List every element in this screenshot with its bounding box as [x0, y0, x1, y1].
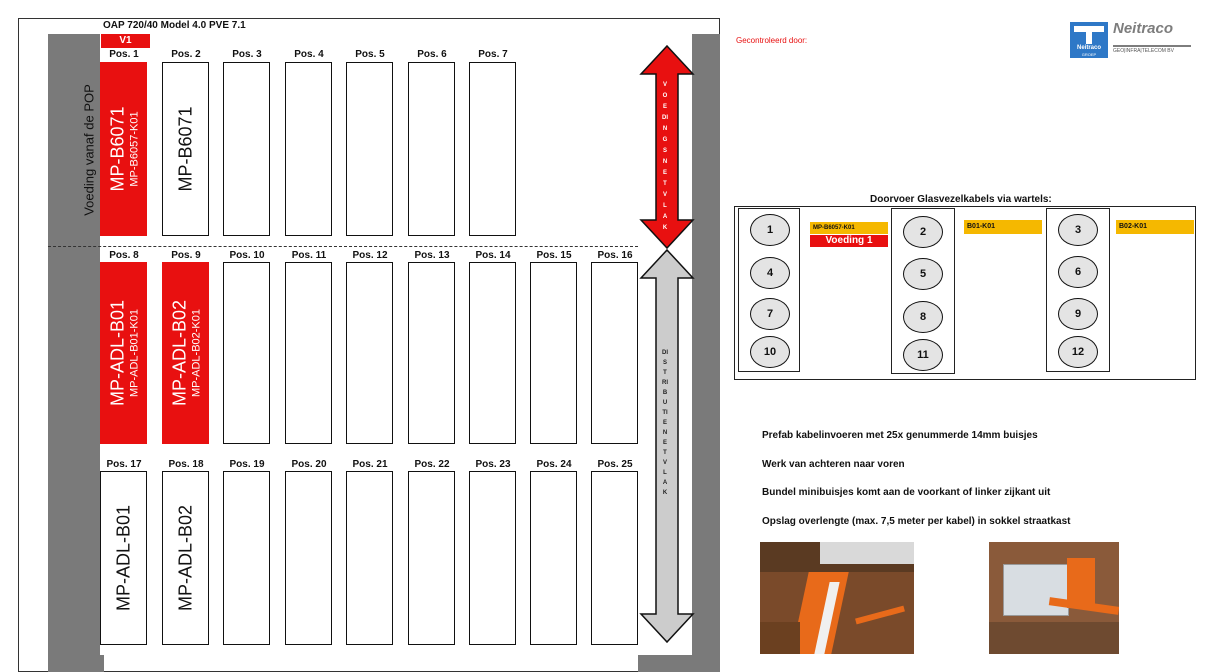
cable-tag-c3: B02-K01	[1116, 220, 1194, 234]
wartel-circle: 3	[1058, 214, 1098, 246]
photo-cabinet-base	[989, 542, 1119, 654]
position-label: Pos. 21	[352, 459, 388, 470]
logo-wordmark: Neitraco	[1113, 20, 1174, 37]
voedingsnetvlak-label: VOEDINGSNETVLAK	[662, 82, 668, 231]
slot-text	[107, 300, 140, 406]
frame-right-bar	[692, 34, 720, 672]
slot-empty	[591, 471, 638, 645]
zone-divider	[48, 246, 638, 247]
position-label: Pos. 23	[475, 459, 511, 470]
slot-text	[113, 505, 134, 611]
slot-pos17	[100, 471, 147, 645]
wartel-circle: 8	[903, 301, 943, 333]
slot-label-sub: MP-B6057-K01	[127, 111, 140, 187]
slot-empty	[285, 62, 332, 236]
position-label: Pos. 16	[597, 250, 633, 261]
slot-empty	[408, 262, 455, 444]
position-label: Pos. 10	[229, 250, 265, 261]
wartel-circle: 11	[903, 339, 943, 371]
slot-text	[175, 505, 196, 611]
position-label: Pos. 7	[478, 49, 508, 60]
position-label: Pos. 18	[168, 459, 204, 470]
voeding-tag: Voeding 1	[810, 235, 888, 247]
slot-text	[169, 300, 202, 406]
note-3: Bundel minibuisjes komt aan de voorkant of linker zijkant uit	[762, 487, 1051, 498]
position-label: Pos. 19	[229, 459, 265, 470]
position-label: Pos. 13	[414, 250, 450, 261]
logo-subtitle: GEO|INFRA|TELECOM BV	[1113, 45, 1191, 54]
position-label: Pos. 11	[291, 250, 327, 261]
cable-tag-c2: B01-K01	[964, 220, 1042, 234]
cable-tag-c1: MP-B6057-K01	[810, 222, 888, 234]
slot-empty	[530, 471, 577, 645]
logo-mark-text: Neitraco	[1076, 45, 1101, 51]
slot-empty	[223, 62, 270, 236]
slot-empty	[469, 262, 516, 444]
photo-cable-trench	[760, 542, 914, 654]
slot-label-sub: MP-ADL-B02-K01	[189, 308, 202, 398]
position-label: Pos. 4	[294, 49, 324, 60]
slot-empty	[285, 471, 332, 645]
slot-label-main: MP-ADL-B02	[175, 504, 196, 612]
slot-pos9	[162, 262, 209, 444]
slot-empty	[346, 471, 393, 645]
wartel-circle: 9	[1058, 298, 1098, 330]
slot-empty	[408, 62, 455, 236]
position-label: Pos. 25	[597, 459, 633, 470]
position-label: Pos. 5	[355, 49, 385, 60]
wartel-circle: 4	[750, 257, 790, 289]
slot-pos8	[100, 262, 147, 444]
position-label: Pos. 12	[352, 250, 388, 261]
wartels-title: Doorvoer Glasvezelkabels via wartels:	[870, 194, 1052, 205]
position-label: Pos. 3	[232, 49, 262, 60]
wartel-circle: 10	[750, 336, 790, 368]
slot-empty	[223, 262, 270, 444]
checked-by-label: Gecontroleerd door:	[736, 36, 808, 45]
slot-text	[175, 106, 196, 191]
slot-pos1	[100, 62, 147, 236]
frame-bottom-right	[638, 655, 692, 672]
slot-label-main: MP-ADL-B02	[168, 299, 189, 407]
slot-label-main: MP-B6071	[175, 106, 196, 192]
position-label: Pos. 8	[109, 250, 139, 261]
position-label: Pos. 1	[109, 49, 139, 60]
logo-mark-sub: GROEP	[1081, 52, 1097, 57]
distributienetvlak-label: DISTRIBUTIENETVLAK	[662, 350, 668, 496]
slot-label-main: MP-ADL-B01	[113, 504, 134, 612]
wartel-circle: 1	[750, 214, 790, 246]
position-label: Pos. 6	[417, 49, 447, 60]
position-label: Pos. 20	[291, 459, 327, 470]
v1-badge: V1	[101, 34, 150, 48]
slot-empty	[285, 262, 332, 444]
wartel-circle: 12	[1058, 336, 1098, 368]
page-title: OAP 720/40 Model 4.0 PVE 7.1	[103, 20, 246, 31]
slot-empty	[346, 262, 393, 444]
slot-pos2	[162, 62, 209, 236]
wartel-circle: 2	[903, 216, 943, 248]
wartel-circle: 6	[1058, 256, 1098, 288]
slot-label-main: MP-B6071	[106, 106, 127, 192]
position-label: Pos. 17	[106, 459, 142, 470]
neitraco-logo-icon	[1070, 22, 1108, 58]
slot-empty	[469, 471, 516, 645]
wartel-circle: 5	[903, 258, 943, 290]
slot-label-main: MP-ADL-B01	[106, 299, 127, 407]
side-label-text: Voeding vanaf de POP	[81, 84, 97, 216]
position-label: Pos. 2	[171, 49, 201, 60]
position-label: Pos. 15	[536, 250, 572, 261]
frame-bottom-left	[100, 655, 104, 672]
wartel-circle: 7	[750, 298, 790, 330]
slot-empty	[530, 262, 577, 444]
slot-empty	[223, 471, 270, 645]
note-4: Opslag overlengte (max. 7,5 meter per kabel) in sokkel straatkast	[762, 516, 1071, 527]
note-1: Prefab kabelinvoeren met 25x genummerde 14mm buisjes	[762, 430, 1038, 441]
slot-pos18	[162, 471, 209, 645]
position-label: Pos. 9	[171, 250, 201, 261]
slot-empty	[591, 262, 638, 444]
slot-empty	[346, 62, 393, 236]
position-label: Pos. 14	[475, 250, 511, 261]
slot-empty	[469, 62, 516, 236]
note-2: Werk van achteren naar voren	[762, 459, 905, 470]
slot-label-sub: MP-ADL-B01-K01	[127, 308, 140, 398]
slot-text	[107, 106, 140, 191]
position-label: Pos. 22	[414, 459, 450, 470]
position-label: Pos. 24	[536, 459, 572, 470]
slot-empty	[408, 471, 455, 645]
